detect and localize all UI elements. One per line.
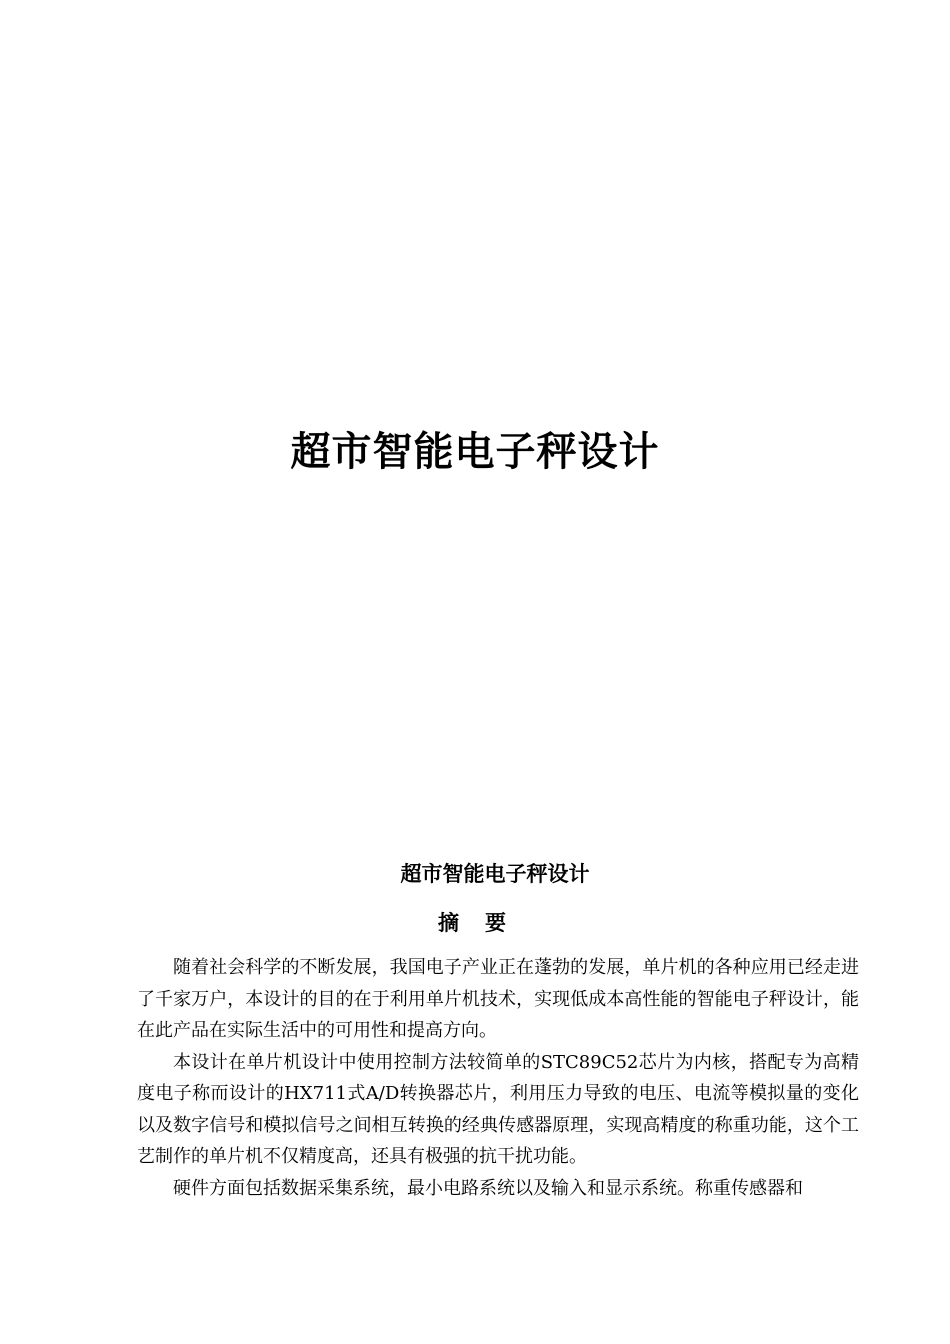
abstract-paragraph-2: 本设计在单片机设计中使用控制方法较简单的STC89C52芯片为内核，搭配专为高精度电子称而设计的HX711式A/D转换器芯片，利用压力导致的电压、电流等模拟量的变化以及数字信号和模拟信号之间相互转换的经典传感器原理，实现高精度的称重功能，这个工艺制作的单片机不仅精度高，还具有极强的抗干扰功能。: [137, 1051, 859, 1167]
cover-title: 超市智能电子秤设计: [290, 429, 660, 475]
abstract-paragraph-1: 随着社会科学的不断发展，我国电子产业正在蓬勃的发展，单片机的各种应用已经走进了千家万户，本设计的目的在于利用单片机技术，实现低成本高性能的智能电子秤设计，能在此产品在实际生活中的可用性和提高方向。: [137, 957, 859, 1041]
abstract-body: [137, 952, 859, 1204]
abstract-title: 超市智能电子秤设计: [400, 862, 590, 886]
abstract-paragraph-3: 硬件方面包括数据采集系统，最小电路系统以及输入和显示系统。称重传感器和: [173, 1177, 803, 1199]
abstract-heading: 摘要: [438, 911, 532, 935]
